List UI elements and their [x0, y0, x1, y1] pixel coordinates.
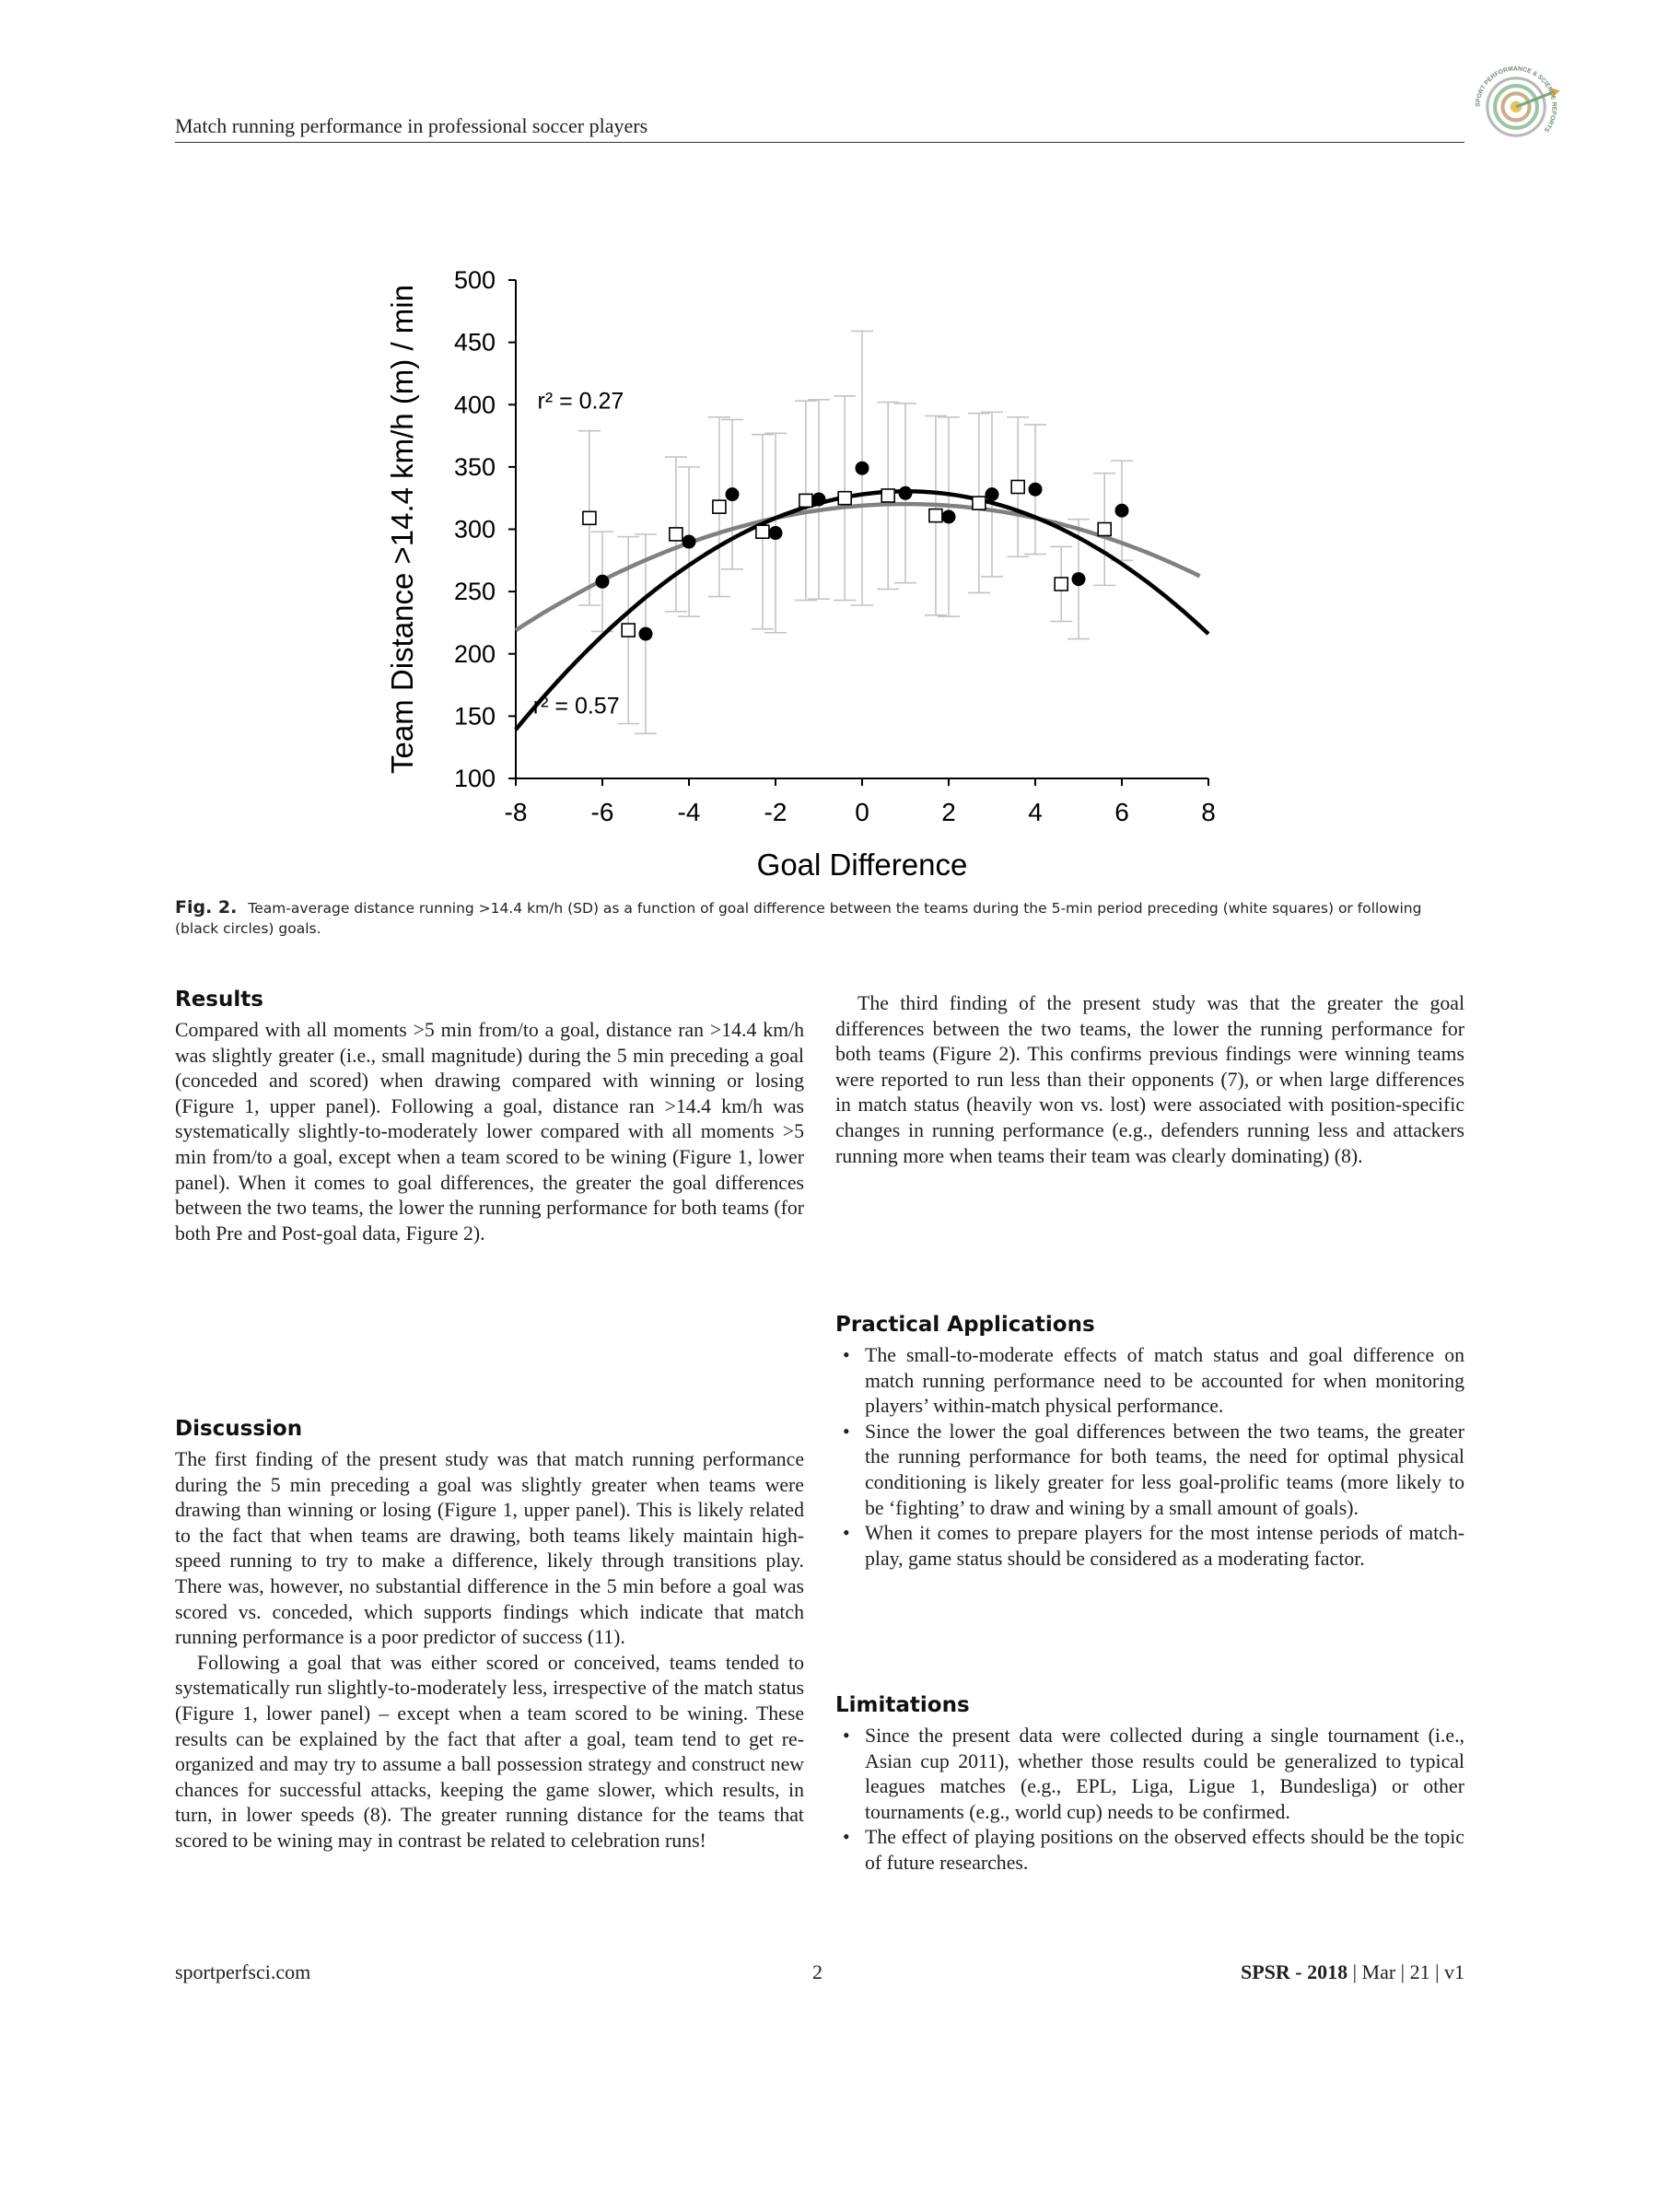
journal-logo — [1468, 59, 1564, 155]
x-tick-label: 8 — [1201, 798, 1216, 826]
x-tick-label: 2 — [941, 798, 956, 826]
x-tick-label: -8 — [504, 798, 528, 826]
x-tick-label: 0 — [855, 798, 869, 826]
post-goal-point — [1115, 504, 1129, 518]
figure-caption — [175, 897, 1464, 939]
limitation-item-1: • Since the present data were collected during a single tournament (i.e., Asian cup 2011), whether those results could be generalized to typical leagues matches (e.g., EPL, Liga, Ligue 1, Bundesliga) or other tournaments (e.g., world cup) needs to be confirmed. — [835, 1724, 1464, 1825]
r2-label-post-goal: r² = 0.57 — [532, 693, 620, 719]
practical-item-2: • Since the lower the goal differences between the two teams, the greater the running performance for both teams, the need for optimal physical conditioning is likely greater for less goal-prolific teams (more likely to be ‘fighting’ to draw and wining by a small amount of goals). — [835, 1420, 1464, 1521]
pre-goal-point — [670, 528, 682, 541]
pre-goal-point — [713, 500, 726, 513]
results-text — [175, 1018, 804, 1246]
y-tick-label: 500 — [453, 266, 496, 294]
post-goal-point — [812, 493, 826, 507]
pre-goal-point — [1011, 481, 1024, 494]
post-goal-point — [682, 535, 696, 549]
practical-item-3: • When it comes to prepare players for the most intense periods of match-play, game status should be considered as a moderating factor. — [835, 1521, 1464, 1572]
footer-journal: SPSR - 2018 — [1241, 1960, 1348, 1983]
figure-label: Fig. 2. — [175, 897, 238, 918]
y-tick-label: 250 — [453, 578, 496, 606]
x-axis-label: Goal Difference — [756, 848, 968, 882]
y-tick-label: 300 — [453, 515, 496, 544]
x-tick-label: -2 — [764, 798, 788, 826]
y-tick-label: 100 — [453, 765, 496, 792]
results-paragraph: Compared with all moments >5 min from/to a goal, distance ran >14.4 km/h was slightly greater (i.e., small magnitude) during the 5 min preceding a goal (conceded and scored) when drawing compared with winning or losing (Figure 1, upper panel). Following a goal, distance ran >14.4 km/h was systematically slightly-to-moderately lower compared with all moments >5 min from/to a goal, except when a team scored to be wining (Figure 1, lower panel). When it comes to goal differences, the greater the goal differences between the two teams, the lower the running performance for both teams (for both Pre and Post-goal data, Figure 2). — [175, 1019, 804, 1245]
logo-text: SPORT PERFORMANCE & SCIENCE REPORTS — [1475, 65, 1558, 134]
discussion-paragraph-3: The third finding of the present study was that the greater the goal differences between the two teams, the lower the running performance for both teams (Figure 2). This confirms previous findings were winning teams were reported to run less than their opponents (7), or when large differences in match status (heavily won vs. lost) were associated with position-specific changes in running performance (e.g., defenders running less and attackers running more when teams their team was clearly dominating) (8). — [835, 992, 1464, 1167]
limitation-item-2: • The effect of playing positions on the observed effects should be the topic of future researches. — [835, 1825, 1464, 1876]
x-tick-label: -4 — [677, 798, 701, 826]
practical-item-1: • The small-to-moderate effects of match status and goal difference on match running performance need to be accounted for when monitoring players’ within-match physical performance. — [835, 1343, 1464, 1420]
caption-text: Team-average distance running >14.4 km/h (SD) as a function of goal difference between the teams during the 5-min period preceding (white squares) or following (black circles) goals. — [175, 900, 1422, 937]
post-goal-point — [639, 627, 653, 641]
post-goal-point — [1072, 572, 1086, 586]
pre-goal-point — [1098, 523, 1111, 536]
footer-date: Mar | 21 | v1 — [1361, 1960, 1464, 1983]
y-tick-label: 400 — [453, 391, 496, 419]
practical-applications-list — [835, 1343, 1464, 1572]
post-goal-point — [856, 462, 869, 475]
pre-goal-point — [1055, 578, 1068, 591]
running-title: Match running performance in professional soccer players — [175, 114, 648, 137]
pre-goal-point — [756, 525, 769, 538]
y-axis-label: Team Distance >14.4 km/h (m) / min — [385, 285, 419, 774]
discussion-paragraph-2: Following a goal that was either scored or conceived, teams tended to systematically run slightly-to-moderately less, irrespective of the match status (Figure 1, lower panel) – except when a team scored to be wining. These results can be explained by the fact that after a goal, team tend to get re-organized and may try to assume a ball possession strategy and construct new chances for successful attacks, keeping the game slower, which results, in turn, in lower speeds (8). The greater running distance for the teams that scored to be wining may in contrast be related to celebration runs! — [175, 1651, 804, 1852]
post-goal-point — [942, 509, 956, 523]
y-tick-label: 350 — [453, 452, 496, 481]
discussion-continued — [835, 991, 1464, 1169]
footer-journal-info: SPSR - 2018 | Mar | 21 | v1 — [1241, 1960, 1464, 1983]
x-tick-label: 6 — [1114, 798, 1129, 826]
post-goal-point — [596, 575, 610, 589]
y-tick-label: 200 — [453, 639, 496, 668]
post-goal-point — [899, 486, 913, 500]
x-tick-label: -6 — [590, 798, 614, 826]
pre-goal-point — [881, 489, 894, 502]
y-tick-label: 450 — [453, 328, 496, 357]
results-heading: Results — [175, 988, 263, 1012]
y-tick-label: 150 — [453, 702, 496, 731]
post-goal-point — [1029, 483, 1043, 497]
discussion-text — [175, 1447, 804, 1854]
fit-curve-pre-goal — [516, 504, 1200, 630]
figure-2-chart — [368, 258, 1234, 884]
post-goal-point — [726, 487, 740, 501]
pre-goal-point — [838, 492, 851, 505]
practical-applications-heading: Practical Applications — [835, 1313, 1095, 1337]
discussion-paragraph-1: The first finding of the present study was that match running performance during the 5 min preceding a goal was slightly greater when teams were drawing than winning or losing (Figure 1, upper panel). This is likely related to the fact that when teams are drawing, both teams likely maintain high-speed running to try to make a difference, likely through transitions play. There was, however, no substantial difference in the 5 min before a goal was scored vs. conceded, which supports findings which indicate that match running performance is a poor predictor of success (11). — [175, 1448, 804, 1649]
pre-goal-point — [583, 511, 596, 524]
discussion-heading: Discussion — [175, 1417, 303, 1441]
header-rule — [175, 142, 1464, 143]
post-goal-point — [986, 487, 999, 501]
x-tick-label: 4 — [1028, 798, 1043, 826]
footer-page-number: 2 — [812, 1960, 822, 1983]
pre-goal-point — [929, 509, 942, 522]
pre-goal-point — [799, 494, 812, 507]
pre-goal-point — [622, 624, 635, 637]
footer-site: sportperfsci.com — [175, 1960, 311, 1983]
limitations-list — [835, 1724, 1464, 1877]
r2-label-pre-goal: r² = 0.27 — [537, 388, 624, 415]
limitations-heading: Limitations — [835, 1693, 970, 1717]
post-goal-point — [769, 526, 783, 540]
pre-goal-point — [973, 497, 986, 509]
